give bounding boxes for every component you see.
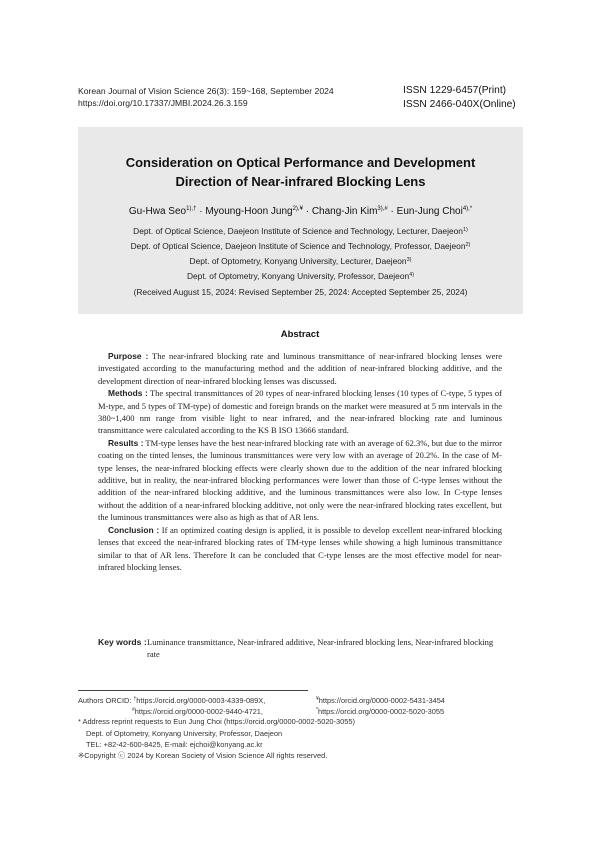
affiliation-mark: 3) [406, 257, 412, 263]
footnotes [78, 694, 528, 761]
journal-header [78, 85, 334, 109]
orcid-label: Authors ORCID: [78, 696, 132, 705]
affiliation-mark: 4) [409, 272, 415, 278]
affiliation-text: Dept. of Optical Science, Daejeon Institute of Science and Technology, Professor, Daejeon [130, 241, 466, 251]
affiliation-mark: 1) [462, 227, 468, 233]
affiliation-mark: 2) [465, 242, 471, 248]
abstract-results [98, 437, 502, 524]
orcid-link[interactable]: https://orcid.org/0000-0002-9440-4721, [134, 707, 263, 717]
contact-info: TEL: +82-42-600-8425, E-mail: ejchoi@konyang.ac.kr [86, 739, 263, 749]
issn-print: ISSN 1229-6457(Print) [403, 85, 507, 96]
orcid-link[interactable]: https://orcid.org/0000-0002-5020-3055 [317, 707, 445, 717]
author-list [78, 206, 523, 217]
purpose-label: Purpose : [108, 351, 149, 361]
author-separator: · [387, 206, 397, 217]
author-name: Myoung-Hoon Jung [205, 206, 293, 217]
results-text: TM-type lenses have the best near-infrared blocking rate with an average of 62.3%, but due to the mirror coating on the tinted lenses, the luminous transmittances were very low with an average of 20.2%. In the case of M-type lenses, the near-infrared blocking effects were clearly shown due to the addition of the near infrared blocking additive, but in reality, the near-infrared blocking performances were lower than those of C-type lenses without the addition of the near-infrared blocking additive, and the luminous transmittances were also low. In C-type lenses without the addition of a near-infrared blocking additive, not only were the near-infrared blocking rates excellent, but the luminous transmittances were also as high as that of AR lens. [98, 437, 502, 523]
abstract-body [98, 350, 502, 573]
orcid-mark: # [132, 707, 135, 714]
title-line-1: Consideration on Optical Performance and Development [125, 155, 476, 170]
affiliation-text: Dept. of Optical Science, Daejeon Institute of Science and Technology, Lecturer, Daejeon [133, 226, 463, 236]
methods-label: Methods : [108, 388, 148, 399]
affiliation-text: Dept. of Optometry, Konyang University, Professor, Daejeon [186, 271, 410, 281]
keywords-label: Key words : [98, 637, 147, 647]
results-label: Results : [108, 437, 144, 448]
abstract-heading: Abstract [280, 329, 320, 340]
reprint-request: * Address reprint requests to Eun Jung Choi (https://orcid.org/0000-0002-5020-3055) [78, 717, 355, 727]
orcid-mark: * [316, 707, 318, 714]
author-mark: 4),* [462, 206, 473, 212]
orcid-link[interactable]: https://orcid.org/0000-0003-4339-089X, [136, 696, 266, 705]
purpose-text: The near-infrared blocking rate and luminous transmittance of near-infrared blocking lenses were investigated according to the manufacturing method and the addition of near-infrared blocking additive, and the development direction of near-infrared blocking lenses was discussed. [98, 351, 502, 386]
affiliation-list [78, 223, 523, 283]
affiliation-item [78, 268, 523, 283]
author-separator: · [302, 206, 312, 217]
orcid-mark: † [133, 696, 137, 702]
corresponding-dept: Dept. of Optometry, Konyang University, Professor, Daejeon [86, 728, 283, 738]
author-name: Chang-Jin Kim [311, 206, 378, 217]
footnote-divider [78, 690, 308, 691]
issn-online: ISSN 2466-040X(Online) [403, 98, 516, 110]
author-mark: 2),¥ [292, 206, 303, 212]
abstract-methods [98, 387, 502, 437]
orcid-mark: ¥ [316, 696, 319, 702]
author-separator: · [196, 206, 206, 217]
affiliation-item [78, 238, 523, 253]
doi-link[interactable]: https://doi.org/10.17337/JMBI.2024.26.3.159 [78, 98, 248, 108]
methods-text: The spectral transmittances of 20 types of near-infrared blocking lenses (10 types of C-type, 5 types of M-type, and 5 types of TM-type) of domestic and foreign brands on the market were measured at 5 nm intervals in the 380~1,400 nm range from visible light to near infrared, and the near-infrared blocking rate and luminous transmittance were calculated according to the KS B ISO 13666 standard. [98, 388, 502, 436]
orcid-link[interactable]: https://orcid.org/0000-0002-5431-3454 [318, 696, 445, 705]
title-box [78, 127, 523, 314]
abstract-conclusion [98, 524, 502, 574]
abstract-purpose [98, 350, 502, 387]
journal-citation: Korean Journal of Vision Science 26(3): 159~168, September 2024 [78, 86, 334, 96]
copyright-notice: ※Copyright ⓒ 2024 by Korean Society of Vision Science All rights reserved. [78, 750, 328, 760]
received-dates: (Received August 15, 2024: Revised September 25, 2024: Accepted September 25, 2024) [133, 287, 468, 297]
conclusion-label: Conclusion : [108, 524, 160, 535]
keywords-text: Luminance transmittance, Near-infrared additive, Near-infrared blocking lens, Near-infrared blocking rate [147, 637, 494, 660]
conclusion-text: If an optimized coating design is applied, it is possible to develop excellent near-infrared blocking lenses that exceed the near-infrared blocking rates of TM-type lenses while showing a high luminous transmittance similar to that of AR lens. Therefore It can be concluded that C-type lenses are the most effective model for near-infrared blocking lenses. [98, 524, 502, 572]
title-line-2: Direction of Near-infrared Blocking Lens [175, 174, 426, 189]
author-name: Eun-Jung Choi [396, 206, 463, 217]
author-mark: 1),† [186, 206, 197, 212]
orcid-row [78, 705, 528, 716]
author-name: Gu-Hwa Seo [128, 206, 187, 217]
paper-title [78, 153, 523, 191]
affiliation-text: Dept. of Optometry, Konyang University, Lecturer, Daejeon [189, 256, 407, 266]
affiliation-item [78, 223, 523, 238]
issn-block [403, 84, 516, 111]
author-mark: 3),# [377, 206, 388, 212]
orcid-row [78, 694, 528, 705]
affiliation-item [78, 253, 523, 268]
